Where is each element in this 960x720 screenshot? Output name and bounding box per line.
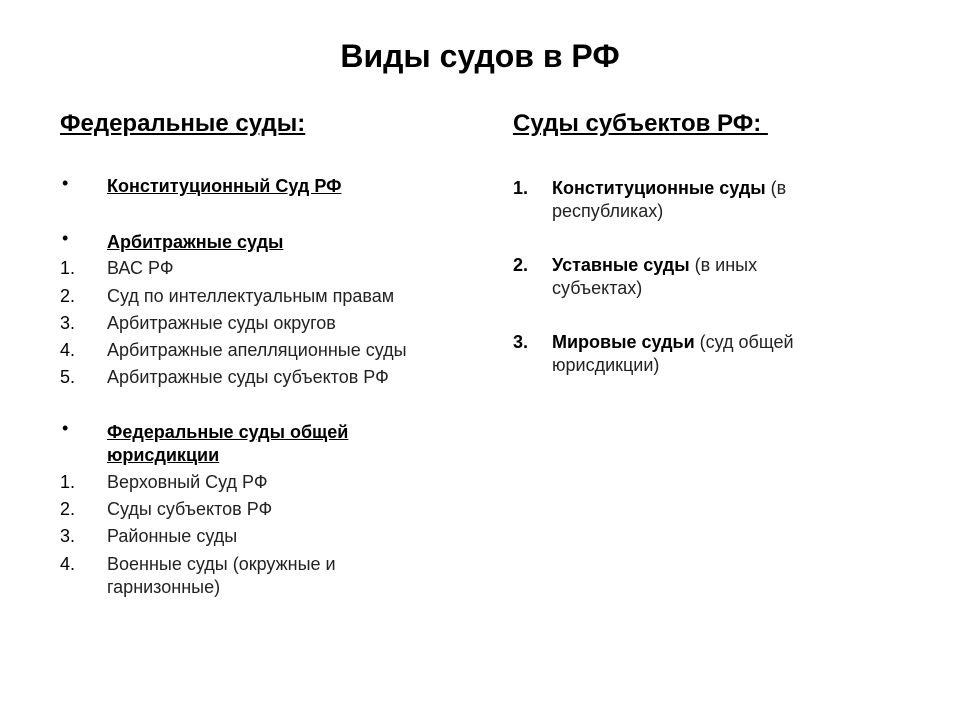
section-general-jurisdiction-line2: юрисдикции bbox=[107, 445, 220, 465]
subject-item-bold: Конституционные суды bbox=[552, 178, 766, 198]
gen-item-text: Районные суды bbox=[107, 526, 238, 546]
subject-item-num: 2. bbox=[513, 255, 529, 275]
gen-item-text: Суды субъектов РФ bbox=[107, 499, 273, 519]
subject-item-bold: Уставные суды bbox=[552, 255, 690, 275]
bullet-arbitration: • bbox=[62, 228, 69, 248]
subject-item-num: 1. bbox=[513, 178, 529, 198]
subject-item-line2: юрисдикции) bbox=[552, 355, 660, 375]
subject-courts-heading: Суды субъектов РФ: bbox=[513, 110, 768, 137]
arb-item-num: 4. bbox=[60, 340, 76, 360]
gen-item-num: 2. bbox=[60, 499, 76, 519]
subject-item-line2: субъектах) bbox=[552, 278, 643, 298]
subject-item-text bbox=[552, 177, 832, 200]
section-arbitration-courts: Арбитражные суды bbox=[107, 232, 284, 252]
subject-item-num: 3. bbox=[513, 332, 529, 352]
gen-item-num: 1. bbox=[60, 472, 76, 492]
federal-courts-heading: Федеральные суды: bbox=[60, 110, 306, 137]
subject-item-bold: Мировые судьи bbox=[552, 332, 695, 352]
gen-item-text: Верховный Суд РФ bbox=[107, 472, 268, 492]
arb-item-text: Арбитражные суды округов bbox=[107, 313, 336, 333]
arb-item-num: 5. bbox=[60, 367, 76, 387]
section-constitutional-court: Конституционный Суд РФ bbox=[107, 176, 342, 196]
gen-item-num: 3. bbox=[60, 526, 76, 546]
subject-item-text bbox=[552, 331, 832, 354]
section-general-jurisdiction-line1: Федеральные суды общей bbox=[107, 422, 349, 442]
arb-item-num: 1. bbox=[60, 258, 76, 278]
subject-item-rest: (суд общей bbox=[694, 332, 794, 352]
gen-item-text-line2: гарнизонные) bbox=[107, 577, 221, 597]
arb-item-text: Арбитражные суды субъектов РФ bbox=[107, 367, 389, 387]
subject-item-line2: республиках) bbox=[552, 201, 664, 221]
arb-item-text: Арбитражные апелляционные суды bbox=[107, 340, 407, 360]
subject-item-text bbox=[552, 254, 832, 277]
subject-item-rest: (в иных bbox=[689, 255, 758, 275]
arb-item-num: 2. bbox=[60, 286, 76, 306]
gen-item-text-line1: Военные суды (окружные и bbox=[107, 554, 336, 574]
arb-item-num: 3. bbox=[60, 313, 76, 333]
bullet-general-jurisdiction: • bbox=[62, 418, 69, 438]
subject-item-rest: (в bbox=[765, 178, 787, 198]
arb-item-text: ВАС РФ bbox=[107, 258, 174, 278]
slide-title: Виды судов в РФ bbox=[340, 38, 620, 74]
arb-item-text: Суд по интеллектуальным правам bbox=[107, 286, 395, 306]
bullet-constitutional: • bbox=[62, 173, 69, 193]
gen-item-num: 4. bbox=[60, 554, 76, 574]
